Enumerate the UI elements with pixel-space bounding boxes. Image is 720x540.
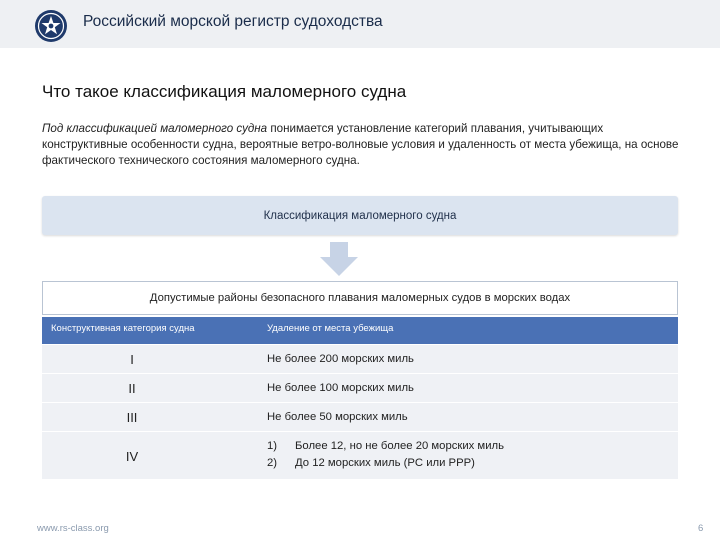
item-number: 2): [267, 457, 278, 469]
header-bar: [0, 0, 720, 48]
rs-emblem-icon: [34, 9, 68, 43]
column-header-distance: Удаление от места убежища: [267, 323, 394, 334]
distance-cell: [267, 409, 408, 426]
table-header: [42, 317, 678, 344]
table-row: [42, 374, 678, 403]
intro-paragraph: [42, 121, 692, 169]
item-number: 1): [267, 440, 278, 452]
distance-item: [267, 438, 504, 455]
distance-text: До 12 морских миль (PC или PPP): [295, 457, 475, 469]
distance-text: Не более 200 морских миль: [267, 353, 414, 365]
distance-text: Не более 50 морских миль: [267, 411, 408, 423]
category-cell: II: [128, 381, 136, 396]
table-row: [42, 403, 678, 432]
column-header-category: Конструктивная категория судна: [51, 323, 195, 334]
table-row: [42, 432, 678, 480]
intro-text: понимается установление категорий плавания, учитывающих конструктивные особенности судна, вероятные ветро-волновые условия и удаленность от места убежища, на основе фактического технического состояния маломерного судна.: [42, 122, 679, 167]
intro-emphasis: Под классификацией маломерного судна: [42, 122, 268, 135]
distance-cell: [267, 380, 414, 397]
navigation-zones-box: Допустимые районы безопасного плавания маломерных судов в морских водах: [42, 281, 678, 315]
page-title: Что такое классификация маломерного судна: [42, 82, 407, 101]
distance-cell: [267, 438, 504, 472]
page-number: 6: [698, 523, 704, 534]
distance-item: [267, 455, 504, 472]
category-cell: IV: [125, 449, 139, 464]
category-cell: I: [130, 352, 134, 367]
classification-box: Классификация маломерного судна: [42, 196, 678, 235]
footer-url-link[interactable]: www.rs-class.org: [37, 523, 109, 534]
arrow-down-icon: [318, 242, 360, 276]
table-row: [42, 345, 678, 374]
distance-text: Более 12, но не более 20 морских миль: [295, 440, 504, 452]
distance-text: Не более 100 морских миль: [267, 382, 414, 394]
category-cell: III: [126, 410, 138, 425]
distance-cell: [267, 351, 414, 368]
organization-title: Российский морской регистр судоходства: [83, 13, 383, 30]
